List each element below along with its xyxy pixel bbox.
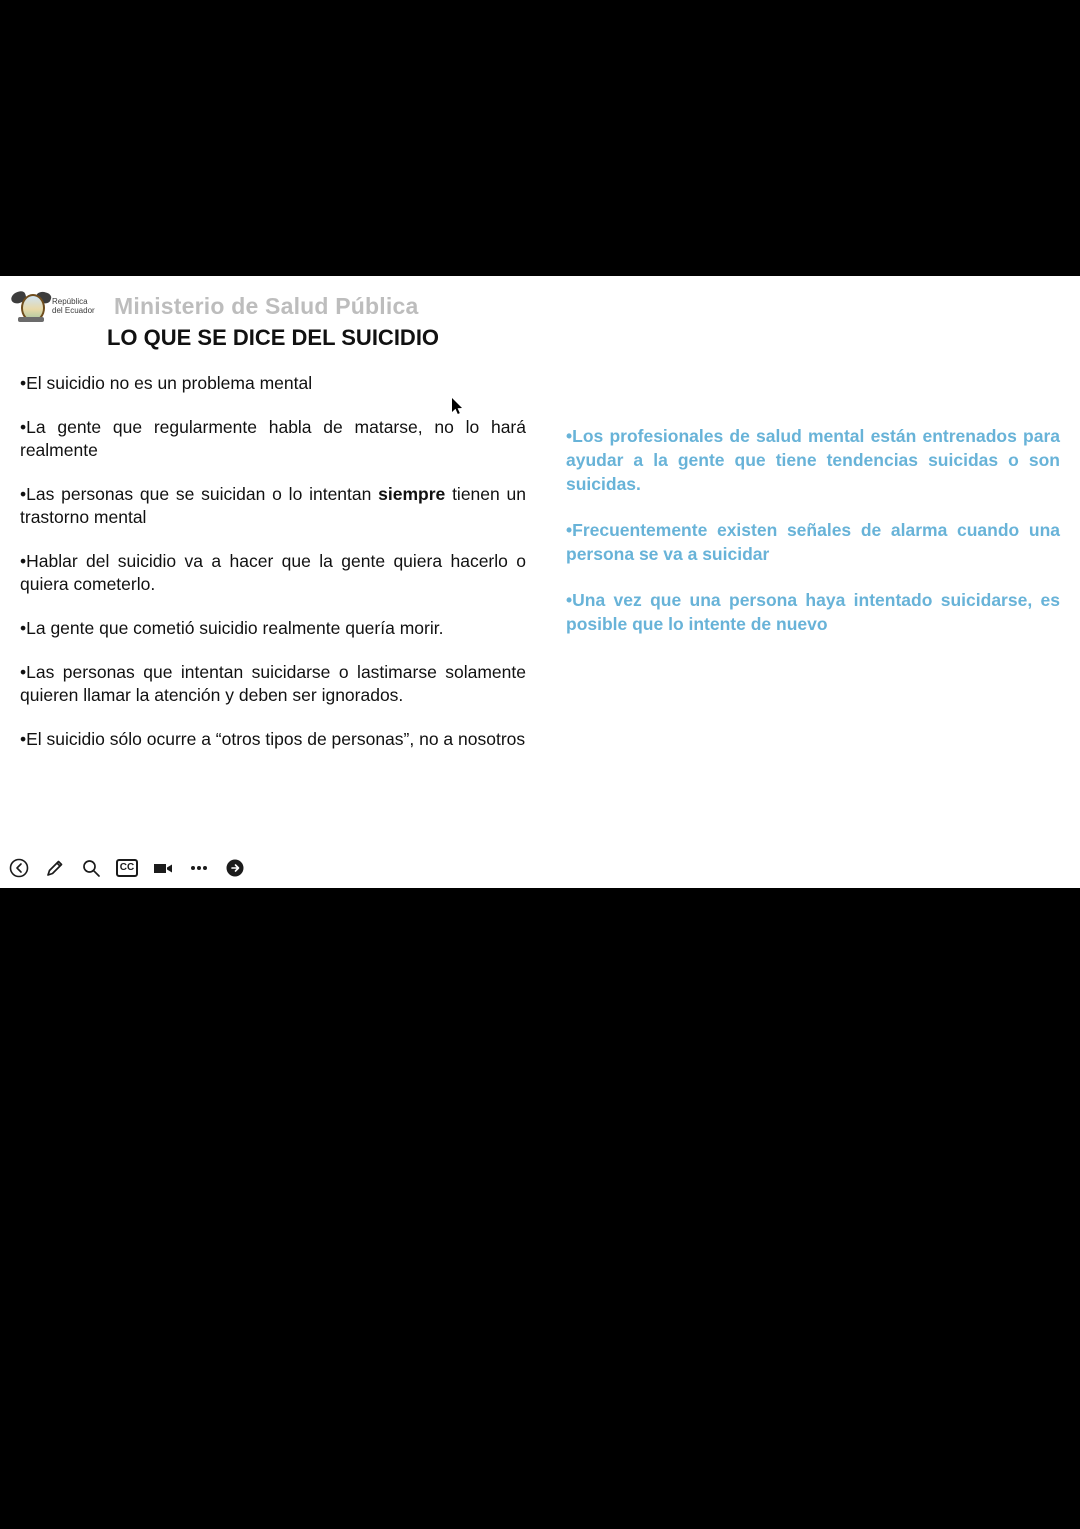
search-icon[interactable] [76, 853, 106, 883]
bullet-text-bold: siempre [378, 484, 446, 504]
bullet-item: •La gente que regularmente habla de matarse, no lo hará realmente [20, 417, 526, 460]
back-icon[interactable] [4, 853, 34, 883]
left-bullet-column [20, 372, 526, 772]
bullet-item: •Las personas que intentan suicidarse o lastimarse solamente quieren llamar la atención y deben ser ignorados. [20, 662, 526, 705]
bullet-item-emphasis [20, 483, 526, 529]
right-bullet-column [566, 424, 1060, 658]
bullet-text-post: tienen un trastorno mental [20, 484, 527, 527]
bullet-item: •Los profesionales de salud mental están entrenados para ayudar a la gente que tiene tendencias suicidas o son suicidas. [566, 426, 1060, 494]
bullet-item: •Una vez que una persona haya intentado suicidarse, es posible que lo intente de nuevo [566, 590, 1060, 634]
bullet-item: •Frecuentemente existen señales de alarma cuando una persona se va a suicidar [566, 520, 1060, 564]
reader-toolbar[interactable] [0, 848, 1080, 888]
pen-icon[interactable] [40, 853, 70, 883]
coat-caption-line1: República [52, 297, 88, 306]
slide-title: LO QUE SE DICE DEL SUICIDIO [106, 325, 440, 350]
bullet-item: •El suicidio no es un problema mental [20, 373, 313, 393]
forward-icon[interactable] [220, 853, 250, 883]
video-icon[interactable] [148, 853, 178, 883]
coat-caption-line2: del Ecuador [52, 306, 95, 315]
bullet-text-pre: •Las personas que se suicidan o lo intentan [20, 484, 379, 504]
ecuador-coat-of-arms [14, 289, 104, 323]
slide-header [14, 286, 418, 326]
closed-captions-icon[interactable] [112, 853, 142, 883]
more-options-icon[interactable] [184, 853, 214, 883]
coat-caption [52, 297, 95, 315]
cc-label: CC [116, 859, 138, 877]
bullet-item: •El suicidio sólo ocurre a “otros tipos de personas”, no a nosotros [20, 729, 526, 749]
slide-viewer[interactable] [0, 276, 1080, 888]
bullet-item: •La gente que cometió suicidio realmente quería morir. [20, 618, 444, 638]
bullet-item: •Hablar del suicidio va a hacer que la gente quiera hacerlo o quiera cometerlo. [20, 551, 526, 594]
ministry-title: Ministerio de Salud Pública [114, 292, 419, 319]
coat-emblem-icon [14, 290, 48, 322]
